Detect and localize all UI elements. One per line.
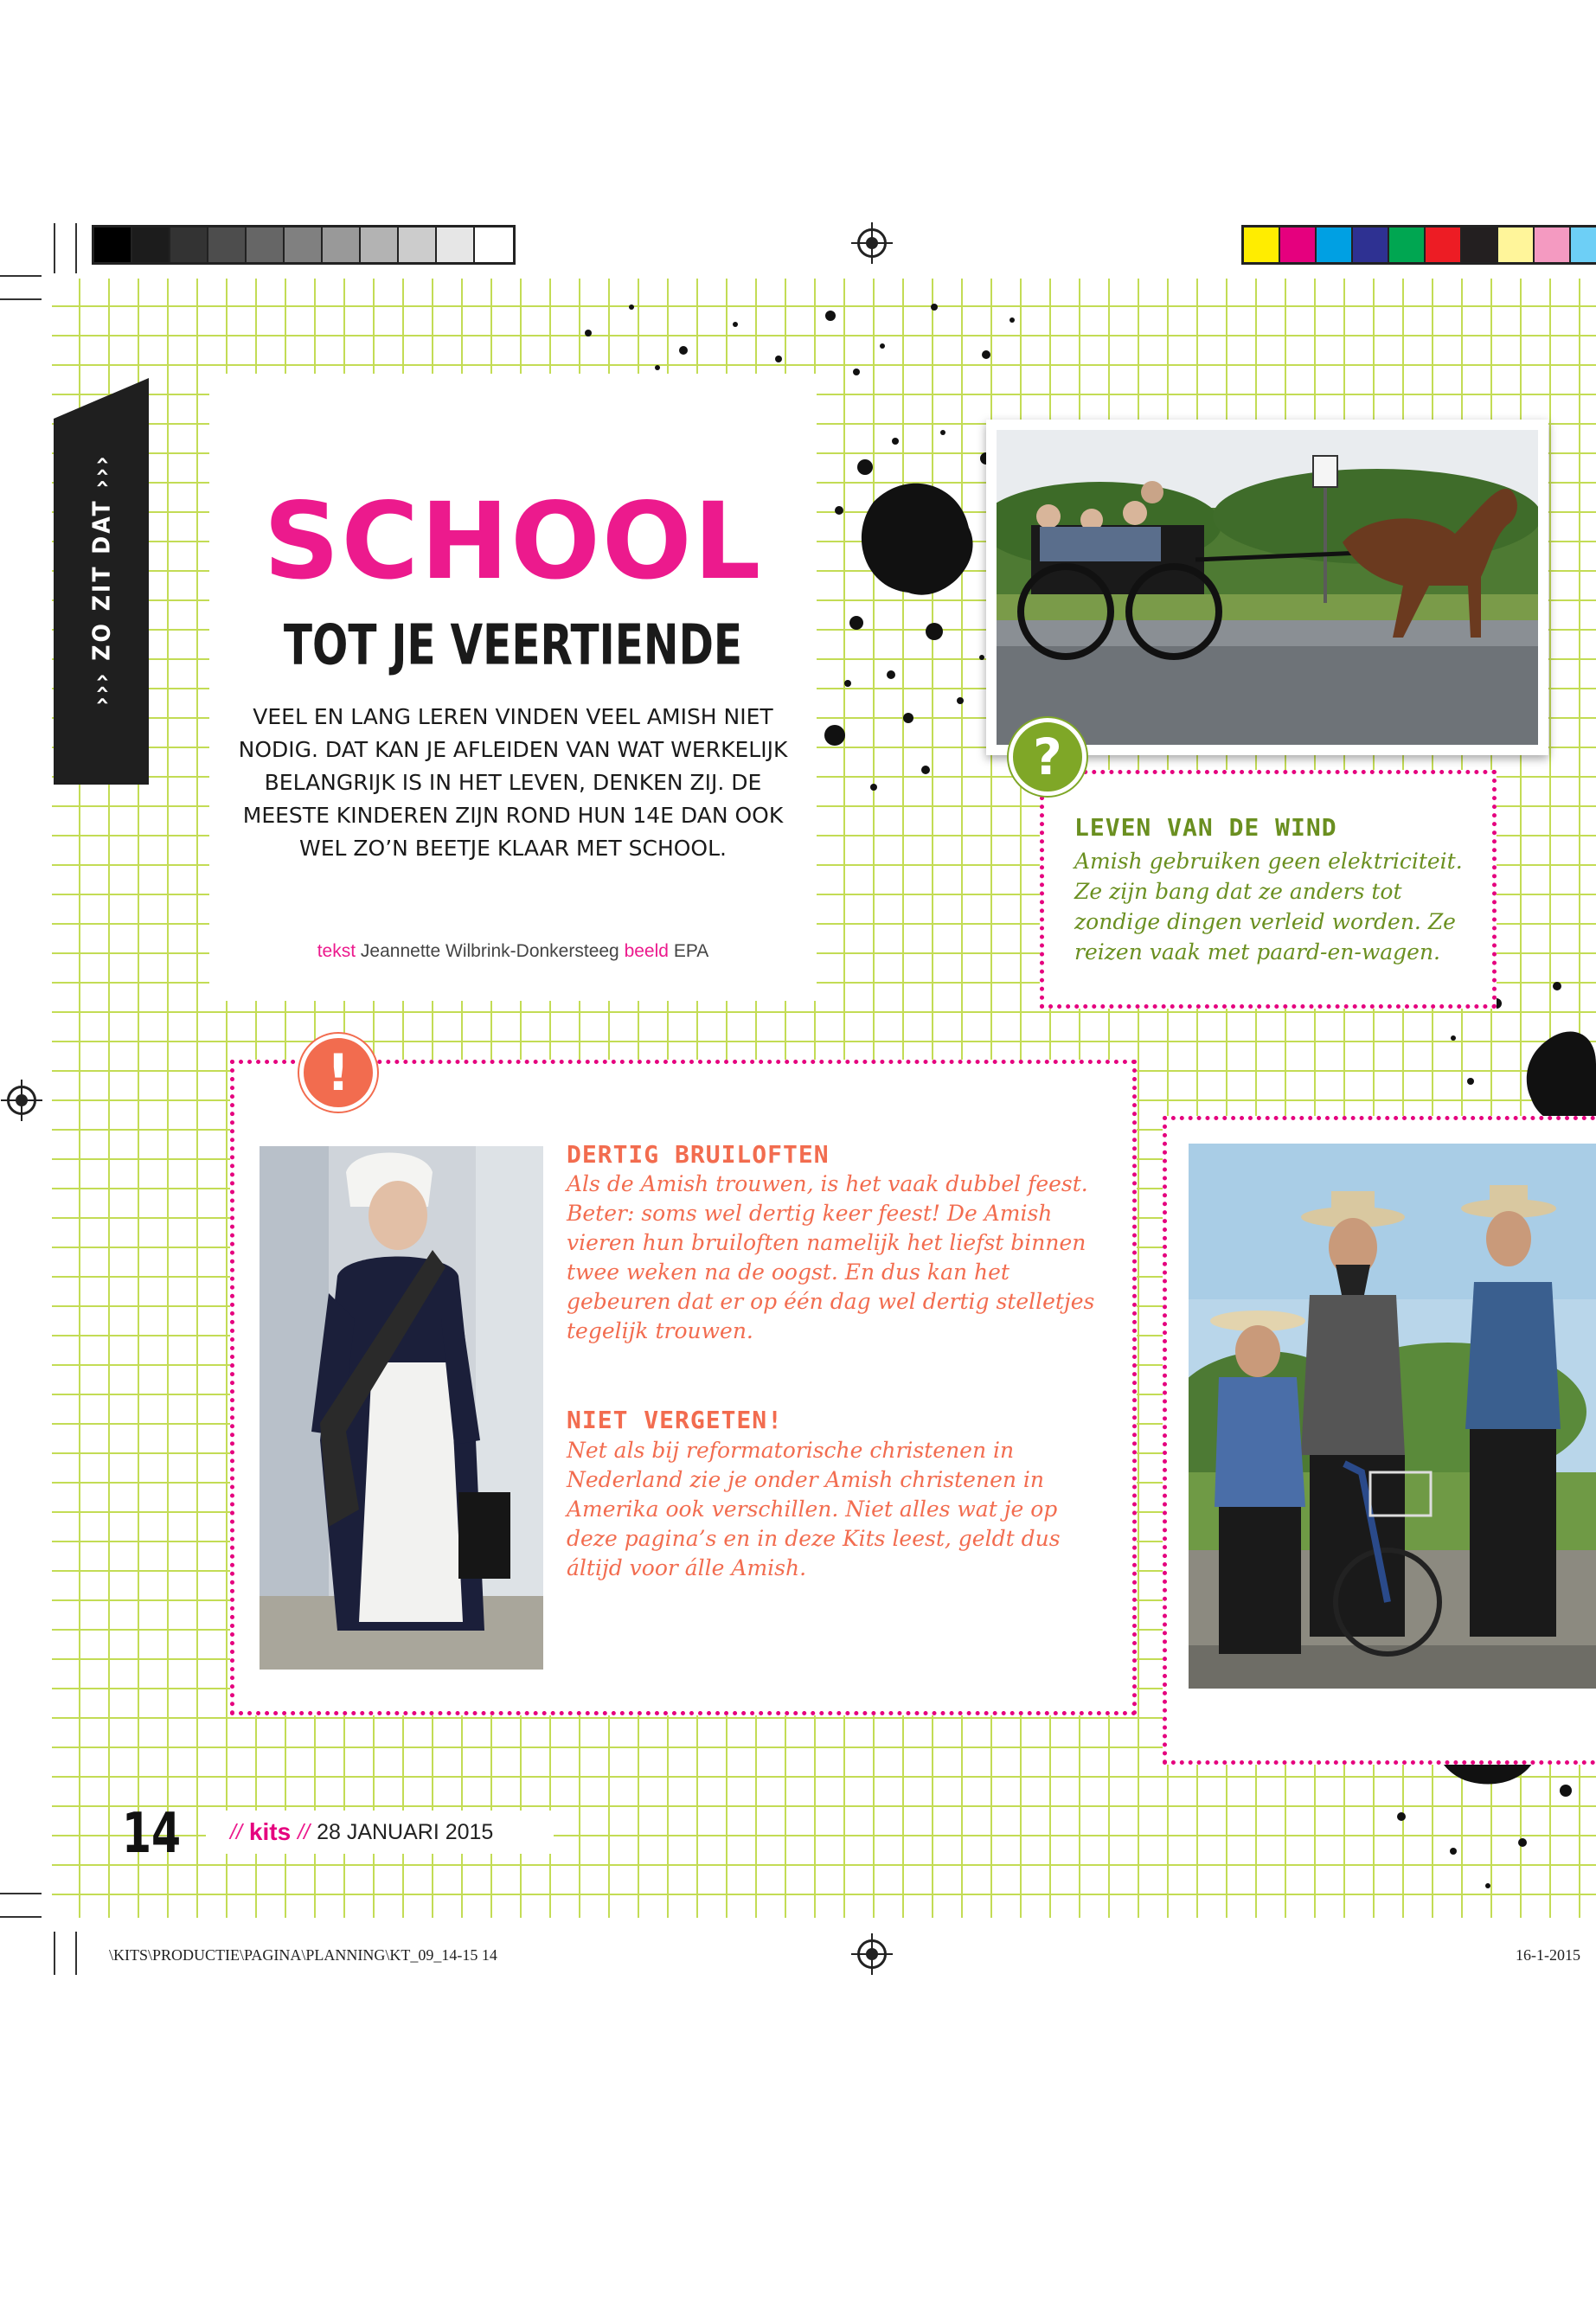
crop-mark: [75, 1932, 77, 1975]
question-badge-icon: ?: [1009, 718, 1086, 796]
exclamation-badge-icon: !: [299, 1034, 377, 1112]
crop-mark: [54, 1932, 55, 1975]
registration-mark: [7, 1086, 36, 1115]
crop-mark: [0, 298, 42, 300]
slug-path: \KITS\PRODUCTIE\PAGINA\PLANNING\KT_09_14-15 14: [109, 1946, 497, 1964]
weddings-text: Als de Amish trouwen, is het vaak dubbel feest. Beter: soms wel dertig keer feest! De Amish vieren hun bruiloften namelijk het liefst binnen twee weken na de oogst. En dus kan het gebeuren dat er op één dag wel dertig stelletjes tegelijk trouwen.: [567, 1171, 1095, 1343]
footer-separator: //: [298, 1819, 311, 1844]
page-number: 14: [122, 1802, 182, 1866]
crop-mark: [0, 1916, 42, 1918]
issue-date: 28 JANUARI 2015: [317, 1819, 494, 1844]
ink-splat: [554, 281, 1038, 385]
footer-band: [206, 1811, 554, 1854]
wind-box-text: Amish gebruiken geen elektriciteit. Ze zijn bang dat ze anders tot zondige dingen verleid worden. Ze reizen vaak met paard-en-wagen.: [1074, 849, 1463, 965]
registration-mark: [857, 1939, 887, 1969]
crop-mark: [54, 223, 55, 273]
registration-mark: [857, 228, 887, 258]
title-card: [209, 374, 817, 1001]
grayscale-color-bar: [92, 225, 516, 265]
slug-date: 16-1-2015: [1516, 1946, 1580, 1964]
credit-author: Jeannette Wilbrink-Donkersteeg: [360, 941, 619, 961]
footer-separator: //: [230, 1819, 242, 1844]
process-color-bar: [1241, 225, 1596, 265]
crop-mark: [0, 1893, 42, 1894]
page-title: SCHOOL: [263, 480, 763, 603]
page-subtitle: TOT JE VEERTIENDE: [283, 612, 743, 677]
crop-mark: [75, 223, 77, 273]
credits: [209, 941, 817, 962]
intro-text: VEEL EN LANG LEREN VINDEN VEEL AMISH NIET NODIG. DAT KAN JE AFLEIDEN VAN WAT WERKELIJK BELANGRIJK IS IN HET LEVEN, DENKEN ZIJ. DE MEESTE KINDEREN ZIJN ROND HUN 14E DAN OOK WEL ZO’N BEETJE KLAAR MET SCHOOL.: [238, 704, 788, 861]
horse-buggy-photo: [986, 420, 1548, 755]
credit-image-label: beeld: [624, 941, 669, 961]
amish-men-photo: [1189, 1144, 1596, 1689]
wind-box-title: LEVEN VAN DE WIND: [1074, 813, 1337, 842]
section-tab-label: ››› ZO ZIT DAT ›››: [87, 453, 116, 706]
credit-text-label: tekst: [317, 941, 356, 961]
weddings-title: DERTIG BRUILOFTEN: [567, 1140, 830, 1169]
brand-name: kits: [248, 1818, 292, 1845]
note-title: NIET VERGETEN!: [567, 1406, 784, 1434]
amish-woman-photo: [260, 1146, 543, 1670]
credit-source: EPA: [673, 941, 709, 961]
crop-mark: [0, 275, 42, 277]
note-text: Net als bij reformatorische christenen in Nederland zie je onder Amish christenen in Amerika ook verschillen. Niet alles wat je op deze pagina’s en in deze Kits leest, geldt dus áltijd voor álle Amish.: [567, 1438, 1061, 1580]
